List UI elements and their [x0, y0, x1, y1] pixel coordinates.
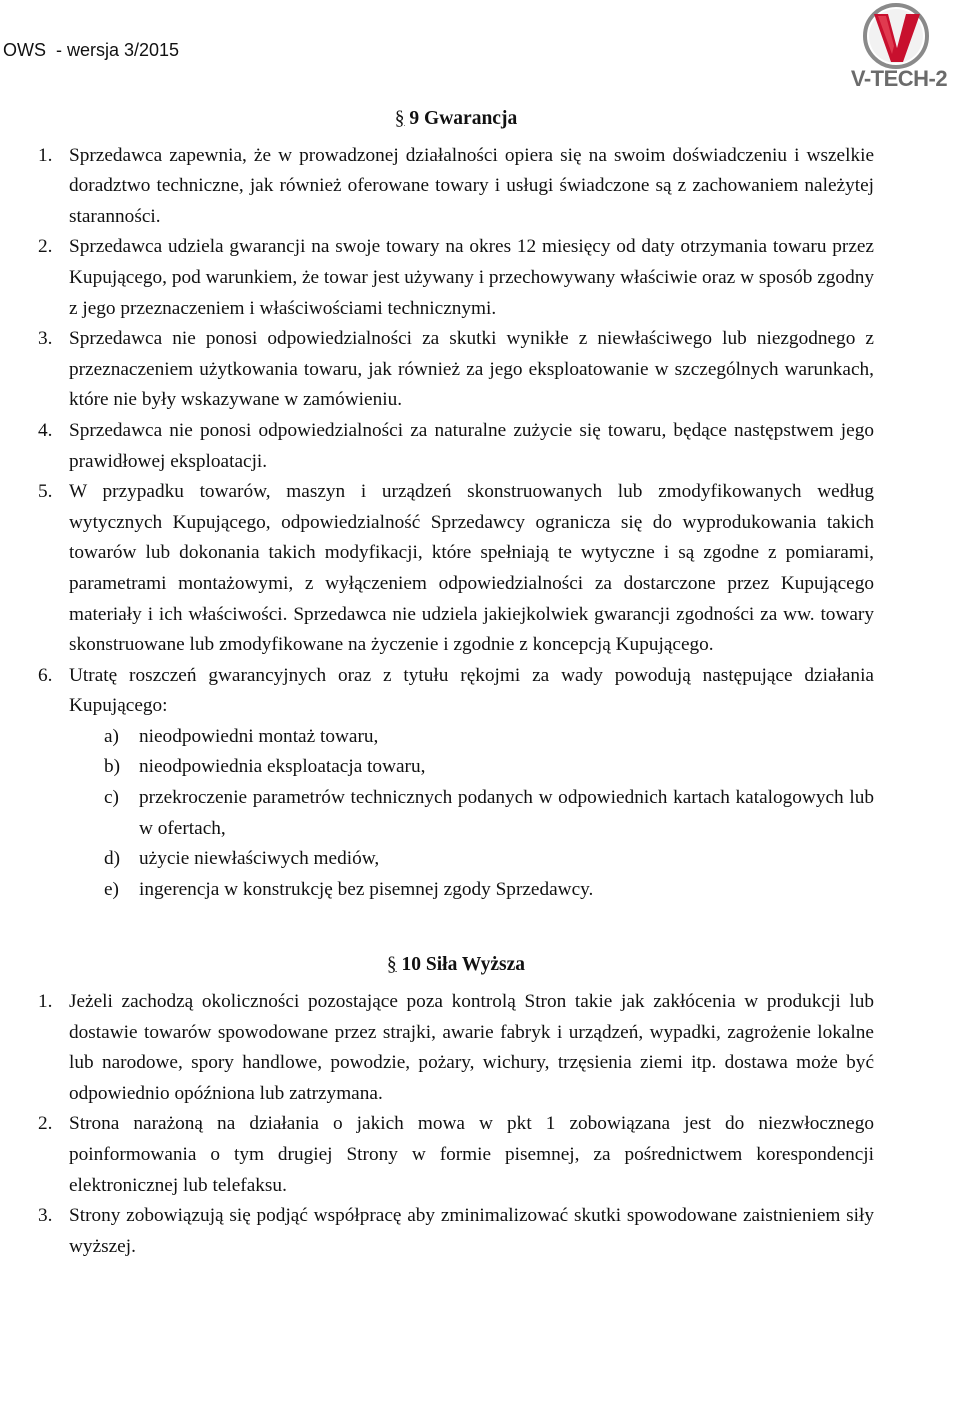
- sub-item-text: użycie niewłaściwych mediów,: [139, 848, 380, 870]
- sub-item-letter: b): [104, 756, 121, 778]
- item-number: 1.: [38, 144, 53, 166]
- item-text: Utratę roszczeń gwarancyjnych oraz z tytułu rękojmi za wady powodują następujące działania Kupującego:: [69, 664, 874, 717]
- item-text: Sprzedawca nie ponosi odpowiedzialności za naturalne zużycie się towaru, będące następstwem jego prawidłowej eksploatacji.: [69, 419, 874, 472]
- section-sign: §: [394, 108, 405, 129]
- sub-list-item: [69, 783, 874, 844]
- sub-item-text: ingerencja w konstrukcję bez pisemnej zgody Sprzedawcy.: [139, 878, 594, 900]
- item-number: 3.: [38, 328, 53, 350]
- sub-item-text: nieodpowiednia eksploatacja towaru,: [139, 756, 426, 778]
- list-item: [38, 324, 874, 416]
- list-item: [38, 141, 874, 233]
- list-item: [38, 1201, 874, 1262]
- sub-list-item: [69, 752, 874, 783]
- sub-list-item: [69, 722, 874, 753]
- item-number: 4.: [38, 419, 53, 441]
- document-body: [38, 104, 874, 1262]
- sila-wyzsza-list: [38, 987, 874, 1262]
- item-number: 1.: [38, 991, 53, 1013]
- item-number: 5.: [38, 481, 53, 503]
- sub-item-letter: d): [104, 848, 121, 870]
- list-item: [38, 661, 874, 906]
- item-number: 2.: [38, 236, 53, 258]
- item-text: Jeżeli zachodzą okoliczności pozostające poza kontrolą Stron takie jak zakłócenia w produkcji lub dostawie towarów spowodowane przez strajki, awarie fabryk i urządzeń, wypadki, zagrożenie lokalne lub narodowe, spory handlowe, powodzie, pożary, wichury, trzęsienia ziemi itp. dostawa może być odpowiednio opóźniona lub zatrzymana.: [69, 991, 874, 1104]
- item-text: Strona narażoną na działania o jakich mowa w pkt 1 zobowiązana jest do niezwłocznego poinformowania o tym drugiej Strony w formie pisemnej, za pośrednictwem korespondencji elektronicznej lub telefaksu.: [69, 1113, 874, 1196]
- item-text: Sprzedawca nie ponosi odpowiedzialności za skutki wynikłe z niewłaściwego lub niezgodnego z przeznaczeniem użytkowania towaru, jak również za jego eksploatowanie w szczególnych warunkach, które nie były wskazywane w zamówieniu.: [69, 328, 874, 411]
- document-version: OWS - wersja 3/2015: [3, 40, 180, 60]
- section-title-text: 10 Siła Wyższa: [401, 954, 526, 976]
- list-item: [38, 232, 874, 324]
- item-number: 6.: [38, 664, 53, 686]
- list-item: [38, 416, 874, 477]
- list-item: [38, 987, 874, 1109]
- item-text: Strony zobowiązują się podjąć współpracę aby zminimalizować skutki spowodowane zaistnieniem siły wyższej.: [69, 1205, 874, 1257]
- item-number: 3.: [38, 1205, 53, 1227]
- sub-item-text: przekroczenie parametrów technicznych podanych w odpowiednich kartach katalogowych lub w ofertach,: [139, 787, 874, 839]
- item-text: Sprzedawca zapewnia, że w prowadzonej działalności opiera się na swoim doświadczeniu i wszelkie doradztwo techniczne, jak również oferowane towary i usługi świadczone są z zachowaniem należytej staranności.: [69, 144, 874, 227]
- sub-list-item: [69, 875, 874, 906]
- section-title-text: 9 Gwarancja: [409, 108, 518, 129]
- sub-list-item: [69, 844, 874, 875]
- section-sign: §: [386, 954, 397, 976]
- sub-item-letter: e): [104, 878, 119, 900]
- sub-list: [69, 722, 874, 906]
- section-title-sila-wyzsza: [38, 950, 874, 981]
- sub-item-letter: a): [104, 725, 119, 747]
- page-header: [0, 0, 960, 100]
- list-item: [38, 477, 874, 661]
- logo-text: V-TECH-2: [850, 66, 948, 91]
- sub-item-text: nieodpowiedni montaż towaru,: [139, 725, 379, 747]
- gwarancja-list: [38, 141, 874, 906]
- section-title-gwarancja: [38, 104, 874, 135]
- list-item: [38, 1109, 874, 1201]
- item-text: W przypadku towarów, maszyn i urządzeń skonstruowanych lub zmodyfikowanych według wytycznych Kupującego, odpowiedzialność Sprzedawcy ogranicza się do wyprodukowania takich towarów lub dokonania takich modyfikacji, które spełniają te wytyczne i są zgodne z pomiarami, parametrami montażowymi, z wyłączeniem odpowiedzialności za dostarczone przez Kupującego materiały i ich właściwości. Sprzedawca nie udziela jakiejkolwiek gwarancji zgodności za ww. towary skonstruowane lub zmodyfikowane na życzenie i zgodnie z koncepcją Kupującego.: [69, 481, 874, 656]
- item-number: 2.: [38, 1113, 53, 1135]
- sub-item-letter: c): [104, 787, 119, 809]
- item-text: Sprzedawca udziela gwarancji na swoje towary na okres 12 miesięcy od daty otrzymania towaru przez Kupującego, pod warunkiem, że towar jest używany i przechowywany właściwie oraz w sposób zgodny z jego przeznaczeniem i właściwościami technicznymi.: [69, 236, 874, 319]
